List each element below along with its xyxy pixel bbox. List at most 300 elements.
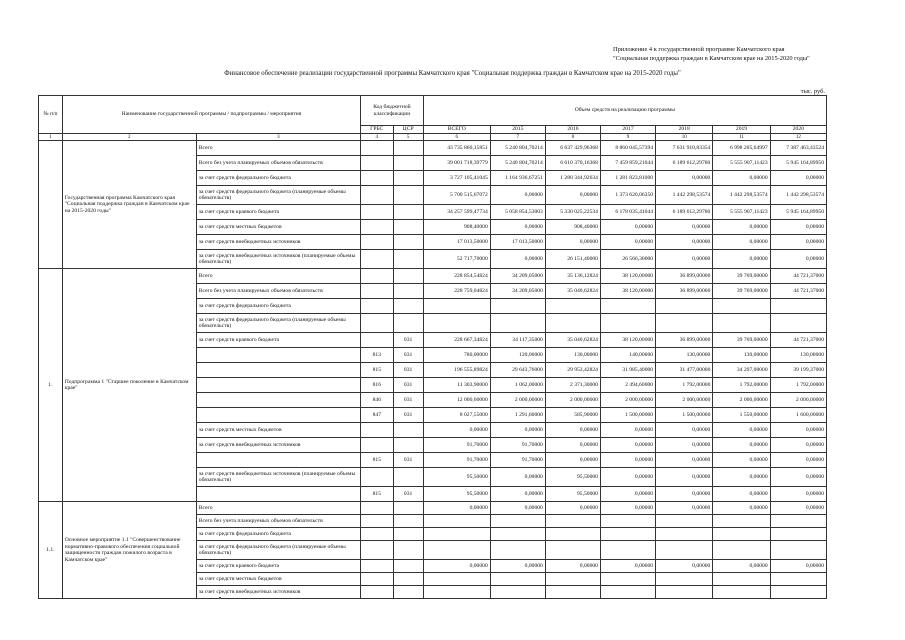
index-cell: 2 xyxy=(62,134,196,141)
year-value: 1 442 298,53574 xyxy=(713,186,770,205)
grbs-cell xyxy=(361,502,393,515)
year-value xyxy=(600,299,655,314)
year-value: 0,00000 xyxy=(656,468,713,487)
year-value: 34 297,00000 xyxy=(713,363,770,378)
col-year-header: 2017 xyxy=(600,126,655,134)
col-year-header: 2016 xyxy=(545,126,600,134)
year-value xyxy=(545,586,600,599)
year-value xyxy=(713,515,770,528)
year-value: 0,00000 xyxy=(600,502,655,515)
year-value: 1 792,00000 xyxy=(713,378,770,393)
year-value: 0,00000 xyxy=(713,487,770,502)
year-value: 0,00000 xyxy=(713,220,770,235)
funding-source-label: Всего xyxy=(196,269,360,284)
unit-label: тыс. руб. xyxy=(800,88,825,95)
year-value: 0,00000 xyxy=(600,453,655,468)
table-row xyxy=(39,269,827,284)
year-value xyxy=(713,573,770,586)
year-value xyxy=(545,541,600,560)
csr-cell xyxy=(393,220,423,235)
year-value: 0,00000 xyxy=(713,502,770,515)
funding-source-label: за счет средств федерального бюджета (планируемые объемы обязательств) xyxy=(196,186,360,205)
grbs-cell xyxy=(361,141,393,156)
col-year-header: 2015 xyxy=(490,126,545,134)
year-value: 0,00000 xyxy=(656,220,713,235)
funding-source-label xyxy=(196,453,360,468)
year-value: 95,50000 xyxy=(545,468,600,487)
funding-source-label: за счет средств краевого бюджета xyxy=(196,333,360,348)
year-value: 0,00000 xyxy=(656,171,713,186)
funding-source-label xyxy=(196,393,360,408)
document-title: Финансовое обеспечение реализации государственной программы Камчатского края "Социальная поддержка граждан в Камчатском крае на 2015-2020 годы" xyxy=(224,70,681,77)
grbs-cell xyxy=(361,156,393,171)
csr-cell xyxy=(393,269,423,284)
year-value xyxy=(490,314,545,333)
year-value xyxy=(656,314,713,333)
year-value: 38 120,00000 xyxy=(600,269,655,284)
year-value: 1 600,00000 xyxy=(770,408,826,423)
year-value: 0,00000 xyxy=(600,423,655,438)
year-value xyxy=(600,541,655,560)
funding-source-label: Всего без учета планируемых объемов обязательств xyxy=(196,284,360,299)
year-value: 0,00000 xyxy=(770,220,826,235)
year-value: 6 189 612,29780 xyxy=(656,205,713,220)
total-value: 5 700 515,67072 xyxy=(423,186,490,205)
table-body xyxy=(39,141,827,599)
csr-cell: 031 xyxy=(393,363,423,378)
year-value: 1 550,00000 xyxy=(713,408,770,423)
year-value: 7 631 910,83354 xyxy=(656,141,713,156)
year-value: 0,00000 xyxy=(656,235,713,250)
program-name: Основное мероприятие 1.1 "Совершенствование нормативно-правового обеспечения социальной защищенности граждан пожилого возраста в Камчатском крае" xyxy=(62,502,196,599)
col-code-header: Код бюджетной классификации xyxy=(361,96,424,126)
csr-cell xyxy=(393,515,423,528)
year-value: 0,00000 xyxy=(770,453,826,468)
year-value xyxy=(490,528,545,541)
total-value: 228 854,54824 xyxy=(423,269,490,284)
year-value: 0,00000 xyxy=(545,438,600,453)
year-value: 91,70000 xyxy=(490,453,545,468)
index-cell: 11 xyxy=(713,134,770,141)
year-value: 0,00000 xyxy=(545,186,600,205)
total-value: 12 000,00000 xyxy=(423,393,490,408)
total-value xyxy=(423,573,490,586)
csr-cell: 031 xyxy=(393,453,423,468)
year-value: 95,50000 xyxy=(545,487,600,502)
grbs-cell xyxy=(361,186,393,205)
year-value: 0,00000 xyxy=(545,235,600,250)
year-value: 0,00000 xyxy=(770,560,826,573)
year-value: 8 860 045,57394 xyxy=(600,141,655,156)
index-cell: 4 xyxy=(361,134,393,141)
col-csr-header: ЦСР xyxy=(393,126,423,134)
scan-mark xyxy=(219,597,221,599)
grbs-cell xyxy=(361,515,393,528)
year-value: 130,00000 xyxy=(713,348,770,363)
year-value: 0,00000 xyxy=(600,235,655,250)
year-value: 38 120,00000 xyxy=(600,284,655,299)
year-value xyxy=(545,515,600,528)
grbs-cell xyxy=(361,423,393,438)
year-value xyxy=(770,573,826,586)
year-value: 585,90000 xyxy=(545,408,600,423)
year-value xyxy=(600,573,655,586)
year-value: 5 058 854,53003 xyxy=(490,205,545,220)
year-value: 0,00000 xyxy=(545,453,600,468)
total-value: 17 013,50000 xyxy=(423,235,490,250)
csr-cell xyxy=(393,171,423,186)
year-value xyxy=(656,299,713,314)
year-value: 0,00000 xyxy=(656,423,713,438)
year-value: 6 998 205,64997 xyxy=(713,141,770,156)
index-cell: 6 xyxy=(423,134,490,141)
grbs-cell xyxy=(361,235,393,250)
funding-source-label: за счет средств внебюджетных источников xyxy=(196,586,360,599)
appendix-line-2: "Социальная поддержка граждан в Камчатском крае на 2015-2020 годы" xyxy=(613,55,810,62)
year-value: 0,00000 xyxy=(656,560,713,573)
total-value: 43 735 860,15851 xyxy=(423,141,490,156)
total-value: 34 257 599,47734 xyxy=(423,205,490,220)
year-value: 0,00000 xyxy=(656,502,713,515)
year-value xyxy=(656,573,713,586)
col-year-header: 2018 xyxy=(656,126,713,134)
year-value xyxy=(600,528,655,541)
funding-source-label: за счет средств федерального бюджета (планируемые объемы обязательств) xyxy=(196,314,360,333)
grbs-cell: 815 xyxy=(361,363,393,378)
year-value: 0,00000 xyxy=(545,502,600,515)
row-number: 1.1. xyxy=(39,502,63,599)
grbs-cell xyxy=(361,250,393,269)
total-value: 91,70000 xyxy=(423,438,490,453)
year-value: 0,00000 xyxy=(490,487,545,502)
year-value: 0,00000 xyxy=(490,250,545,269)
year-value xyxy=(490,573,545,586)
csr-cell xyxy=(393,560,423,573)
year-value: 6 189 612,29780 xyxy=(656,156,713,171)
grbs-cell: 813 xyxy=(361,348,393,363)
year-value: 6 637 429,96368 xyxy=(545,141,600,156)
year-value xyxy=(490,586,545,599)
year-value: 44 721,37000 xyxy=(770,269,826,284)
year-value xyxy=(656,528,713,541)
funding-source-label: за счет средств федерального бюджета xyxy=(196,171,360,186)
year-value: 0,00000 xyxy=(490,186,545,205)
year-value: 0,00000 xyxy=(713,560,770,573)
year-value xyxy=(770,299,826,314)
grbs-cell xyxy=(361,284,393,299)
funding-source-label: за счет средств федерального бюджета xyxy=(196,299,360,314)
grbs-cell xyxy=(361,528,393,541)
grbs-cell: 847 xyxy=(361,408,393,423)
year-value: 140,00000 xyxy=(600,348,655,363)
year-value: 39 769,00000 xyxy=(713,269,770,284)
year-value: 130,00000 xyxy=(545,348,600,363)
csr-cell: 031 xyxy=(393,408,423,423)
total-value xyxy=(423,314,490,333)
grbs-cell xyxy=(361,171,393,186)
year-value: 0,00000 xyxy=(656,438,713,453)
year-value: 2 000,00000 xyxy=(600,393,655,408)
csr-cell xyxy=(393,586,423,599)
grbs-cell xyxy=(361,573,393,586)
year-value: 91,70000 xyxy=(490,438,545,453)
year-value: 0,00000 xyxy=(713,235,770,250)
csr-cell: 031 xyxy=(393,333,423,348)
csr-cell xyxy=(393,528,423,541)
index-cell: 7 xyxy=(490,134,545,141)
year-value xyxy=(713,528,770,541)
year-value: 2 000,00000 xyxy=(656,393,713,408)
year-value: 5 240 804,70214 xyxy=(490,156,545,171)
csr-cell xyxy=(393,205,423,220)
funding-source-label: Всего xyxy=(196,141,360,156)
year-value xyxy=(545,573,600,586)
year-value: 39 199,37000 xyxy=(770,363,826,378)
appendix-note xyxy=(613,45,833,63)
grbs-cell xyxy=(361,468,393,487)
funding-source-label: за счет средств федерального бюджета xyxy=(196,528,360,541)
year-value: 6 610 370,16368 xyxy=(545,156,600,171)
grbs-cell xyxy=(361,333,393,348)
year-value: 34 209,05000 xyxy=(490,284,545,299)
year-value xyxy=(600,586,655,599)
year-value xyxy=(713,541,770,560)
year-value: 31 477,00000 xyxy=(656,363,713,378)
total-value: 3 727 105,41045 xyxy=(423,171,490,186)
grbs-cell: 815 xyxy=(361,487,393,502)
csr-cell: 031 xyxy=(393,393,423,408)
year-value xyxy=(656,586,713,599)
year-value xyxy=(770,314,826,333)
year-value: 17 013,50000 xyxy=(490,235,545,250)
index-cell: 3 xyxy=(196,134,360,141)
year-value: 0,00000 xyxy=(600,220,655,235)
program-name: Государственная программа Камчатского края "Социальная поддержка граждан в Камчатском крае на 2015-2020 годы" xyxy=(62,141,196,269)
grbs-cell xyxy=(361,205,393,220)
total-value xyxy=(423,586,490,599)
year-value: 29 643,76000 xyxy=(490,363,545,378)
year-value xyxy=(490,515,545,528)
csr-cell xyxy=(393,314,423,333)
funding-source-label xyxy=(196,378,360,393)
year-value: 6 178 035,41044 xyxy=(600,205,655,220)
year-value xyxy=(770,515,826,528)
total-value: 11 303,90000 xyxy=(423,378,490,393)
table-row xyxy=(39,502,827,515)
funding-source-label: Всего без учета планируемых объемов обязательств xyxy=(196,515,360,528)
year-value: 7 459 859,21044 xyxy=(600,156,655,171)
csr-cell xyxy=(393,235,423,250)
funding-source-label: Всего без учета планируемых объемов обязательств xyxy=(196,156,360,171)
year-value: 0,00000 xyxy=(770,171,826,186)
year-value: 0,00000 xyxy=(770,468,826,487)
csr-cell xyxy=(393,423,423,438)
year-value: 39 769,00000 xyxy=(713,284,770,299)
total-value: 39 001 718,39779 xyxy=(423,156,490,171)
csr-cell xyxy=(393,299,423,314)
year-value: 0,00000 xyxy=(713,453,770,468)
year-value: 39 769,00000 xyxy=(713,333,770,348)
year-value xyxy=(770,586,826,599)
col-num-header: № п/п xyxy=(39,96,63,134)
csr-cell xyxy=(393,141,423,156)
year-value: 34 117,35000 xyxy=(490,333,545,348)
year-value: 0,00000 xyxy=(490,468,545,487)
year-value: 0,00000 xyxy=(656,487,713,502)
csr-cell xyxy=(393,468,423,487)
year-value: 1 280 344,92634 xyxy=(545,171,600,186)
total-value: 0,00000 xyxy=(423,560,490,573)
csr-cell xyxy=(393,438,423,453)
csr-cell xyxy=(393,573,423,586)
appendix-line-1: Приложение 4 к государственной программе Камчатского края xyxy=(613,46,785,53)
grbs-cell xyxy=(361,314,393,333)
year-value xyxy=(713,299,770,314)
year-value: 5 240 804,70214 xyxy=(490,141,545,156)
col-total-header: ВСЕГО xyxy=(423,126,490,134)
funding-source-label: за счет средств федерального бюджета (планируемые объемы обязательств) xyxy=(196,541,360,560)
funding-source-label xyxy=(196,348,360,363)
total-value xyxy=(423,541,490,560)
funding-source-label xyxy=(196,408,360,423)
grbs-cell xyxy=(361,541,393,560)
year-value: 38 120,00000 xyxy=(600,333,655,348)
col-year-header: 2019 xyxy=(713,126,770,134)
total-value xyxy=(423,528,490,541)
total-value: 0,00000 xyxy=(423,423,490,438)
year-value: 0,00000 xyxy=(545,423,600,438)
funding-source-label: за счет средств местных бюджетов xyxy=(196,573,360,586)
funding-source-label: за счет средств внебюджетных источников (планируемые объемы обязательств) xyxy=(196,250,360,269)
year-value: 36 899,00000 xyxy=(656,269,713,284)
year-value: 120,00000 xyxy=(490,348,545,363)
year-value: 35 040,62824 xyxy=(545,284,600,299)
year-value: 908,40000 xyxy=(545,220,600,235)
year-value: 35 136,12824 xyxy=(545,269,600,284)
year-value: 1 792,00000 xyxy=(770,378,826,393)
grbs-cell xyxy=(361,560,393,573)
total-value: 196 555,89824 xyxy=(423,363,490,378)
year-value: 1 281 823,81000 xyxy=(600,171,655,186)
year-value: 2 000,00000 xyxy=(770,393,826,408)
funding-source-label: за счет средств внебюджетных источников xyxy=(196,235,360,250)
year-value: 7 387 463,43524 xyxy=(770,141,826,156)
col-year-header: 2020 xyxy=(770,126,826,134)
grbs-cell: 846 xyxy=(361,393,393,408)
year-value: 0,00000 xyxy=(770,438,826,453)
year-value: 5 555 907,11423 xyxy=(713,156,770,171)
year-value: 0,00000 xyxy=(545,560,600,573)
grbs-cell xyxy=(361,269,393,284)
year-value: 0,00000 xyxy=(600,468,655,487)
total-value: 228 667,34824 xyxy=(423,333,490,348)
year-value: 0,00000 xyxy=(713,171,770,186)
year-value: 2 371,30000 xyxy=(545,378,600,393)
grbs-cell xyxy=(361,299,393,314)
year-value xyxy=(600,515,655,528)
row-number xyxy=(39,141,63,269)
column-index-row xyxy=(39,134,827,141)
year-value: 0,00000 xyxy=(600,487,655,502)
index-cell: 10 xyxy=(656,134,713,141)
funding-source-label xyxy=(196,487,360,502)
grbs-cell xyxy=(361,220,393,235)
year-value: 1 442 298,53574 xyxy=(770,186,826,205)
year-value: 0,00000 xyxy=(713,423,770,438)
year-value: 1 500,00000 xyxy=(600,408,655,423)
year-value xyxy=(545,314,600,333)
year-value xyxy=(770,541,826,560)
year-value: 36 899,00000 xyxy=(656,333,713,348)
year-value: 130,00000 xyxy=(656,348,713,363)
year-value: 0,00000 xyxy=(490,502,545,515)
grbs-cell xyxy=(361,586,393,599)
year-value: 0,00000 xyxy=(656,250,713,269)
year-value: 1 792,00000 xyxy=(656,378,713,393)
csr-cell: 031 xyxy=(393,348,423,363)
year-value: 0,00000 xyxy=(713,468,770,487)
grbs-cell: 815 xyxy=(361,453,393,468)
col-name-header: Наименование государственной программы / подпрограммы / мероприятия xyxy=(62,96,360,134)
year-value: 1 500,00000 xyxy=(656,408,713,423)
total-value: 780,00000 xyxy=(423,348,490,363)
funding-source-label: Всего xyxy=(196,502,360,515)
grbs-cell xyxy=(361,438,393,453)
year-value xyxy=(600,314,655,333)
csr-cell xyxy=(393,250,423,269)
year-value: 0,00000 xyxy=(490,423,545,438)
total-value: 228 759,04824 xyxy=(423,284,490,299)
csr-cell xyxy=(393,156,423,171)
year-value: 0,00000 xyxy=(713,438,770,453)
year-value: 2 494,60000 xyxy=(600,378,655,393)
total-value xyxy=(423,299,490,314)
funding-source-label: за счет средств краевого бюджета xyxy=(196,205,360,220)
total-value xyxy=(423,515,490,528)
year-value: 0,00000 xyxy=(770,423,826,438)
index-cell: 12 xyxy=(770,134,826,141)
col-volume-header: Объем средств на реализацию программы xyxy=(423,96,826,126)
total-value: 95,50000 xyxy=(423,487,490,502)
year-value: 1 291,60000 xyxy=(490,408,545,423)
year-value: 5 555 907,11423 xyxy=(713,205,770,220)
index-cell: 1 xyxy=(39,134,63,141)
year-value xyxy=(656,515,713,528)
year-value: 0,00000 xyxy=(600,438,655,453)
year-value: 0,00000 xyxy=(770,235,826,250)
year-value: 0,00000 xyxy=(490,220,545,235)
year-value xyxy=(713,586,770,599)
csr-cell xyxy=(393,502,423,515)
year-value: 1 062,00000 xyxy=(490,378,545,393)
year-value: 35 040,62824 xyxy=(545,333,600,348)
year-value: 1 373 620,06350 xyxy=(600,186,655,205)
year-value xyxy=(713,314,770,333)
total-value: 91,70000 xyxy=(423,453,490,468)
year-value: 26 151,40000 xyxy=(545,250,600,269)
funding-source-label: за счет средств местных бюджетов xyxy=(196,220,360,235)
total-value: 52 717,70000 xyxy=(423,250,490,269)
year-value: 0,00000 xyxy=(600,560,655,573)
table-row xyxy=(39,141,827,156)
year-value xyxy=(490,541,545,560)
year-value xyxy=(656,541,713,560)
year-value: 34 209,05000 xyxy=(490,269,545,284)
csr-cell: 031 xyxy=(393,487,423,502)
funding-source-label: за счет средств краевого бюджета xyxy=(196,560,360,573)
funding-source-label xyxy=(196,363,360,378)
program-name: Подпрограмма 1 "Старшее поколение в Камчатском крае" xyxy=(62,269,196,502)
